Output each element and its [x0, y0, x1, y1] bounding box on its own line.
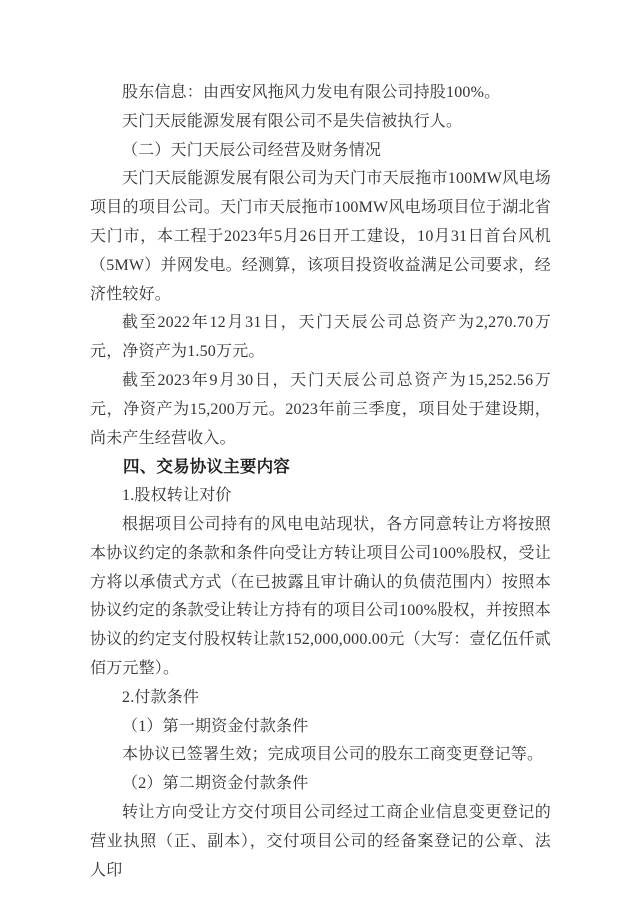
document-body	[90, 79, 551, 885]
para-project-description: 天门天辰能源发展有限公司为天门市天辰拖市100MW风电场项目的项目公司。天门市天辰拖市100MW风电场项目位于湖北省天门市，本工程于2023年5月26日开工建设，10月31日首台风机（5MW）并网发电。经测算，该项目投资收益满足公司要求，经济性较好。	[90, 170, 551, 303]
para-first-installment-terms: 本协议已签署生效；完成项目公司的股东工商变更登记等。	[122, 746, 544, 764]
para-assets-2023: 截至2023年9月30日，天门天辰公司总资产为15,252.56万元，净资产为15,200万元。2023年前三季度，项目处于建设期，尚未产生经营收入。	[90, 371, 551, 447]
section-heading-agreement: 四、交易协议主要内容	[123, 458, 290, 477]
para-subheading-finance: （二）天门天辰公司经营及财务情况	[122, 141, 382, 159]
para-payment-terms-title: 2.付款条件	[122, 688, 200, 706]
para-second-installment-terms: 转让方向受让方交付项目公司经过工商企业信息变更登记的营业执照（正、副本），交付项目公司的经备案登记的公章、法人印	[90, 803, 551, 879]
para-shareholder-info: 股东信息：由西安风拖风力发电有限公司持股100%。	[122, 84, 501, 101]
para-transfer-consideration: 根据项目公司持有的风电电站现状，各方同意转让方将按照本协议约定的条款和条件向受让方转让项目公司100%股权，受让方将以承债式方式（在已披露且审计确认的负债范围内）按照本协议约定的条款受让转让方持有的项目公司100%股权，并按照本协议的约定支付股权转让款152,000,000.00元（大写：壹亿伍仟贰佰万元整）。	[90, 515, 551, 677]
para-first-installment-title: （1）第一期资金付款条件	[122, 717, 309, 735]
para-transfer-consideration-title: 1.股权转让对价	[122, 487, 232, 505]
para-assets-2022: 截至2022年12月31日，天门天辰公司总资产为2,270.70万元，净资产为1.50万元。	[90, 314, 551, 361]
para-second-installment-title: （2）第二期资金付款条件	[122, 775, 309, 793]
para-not-dishonest-executee: 天门天辰能源发展有限公司不是失信被执行人。	[122, 112, 463, 130]
